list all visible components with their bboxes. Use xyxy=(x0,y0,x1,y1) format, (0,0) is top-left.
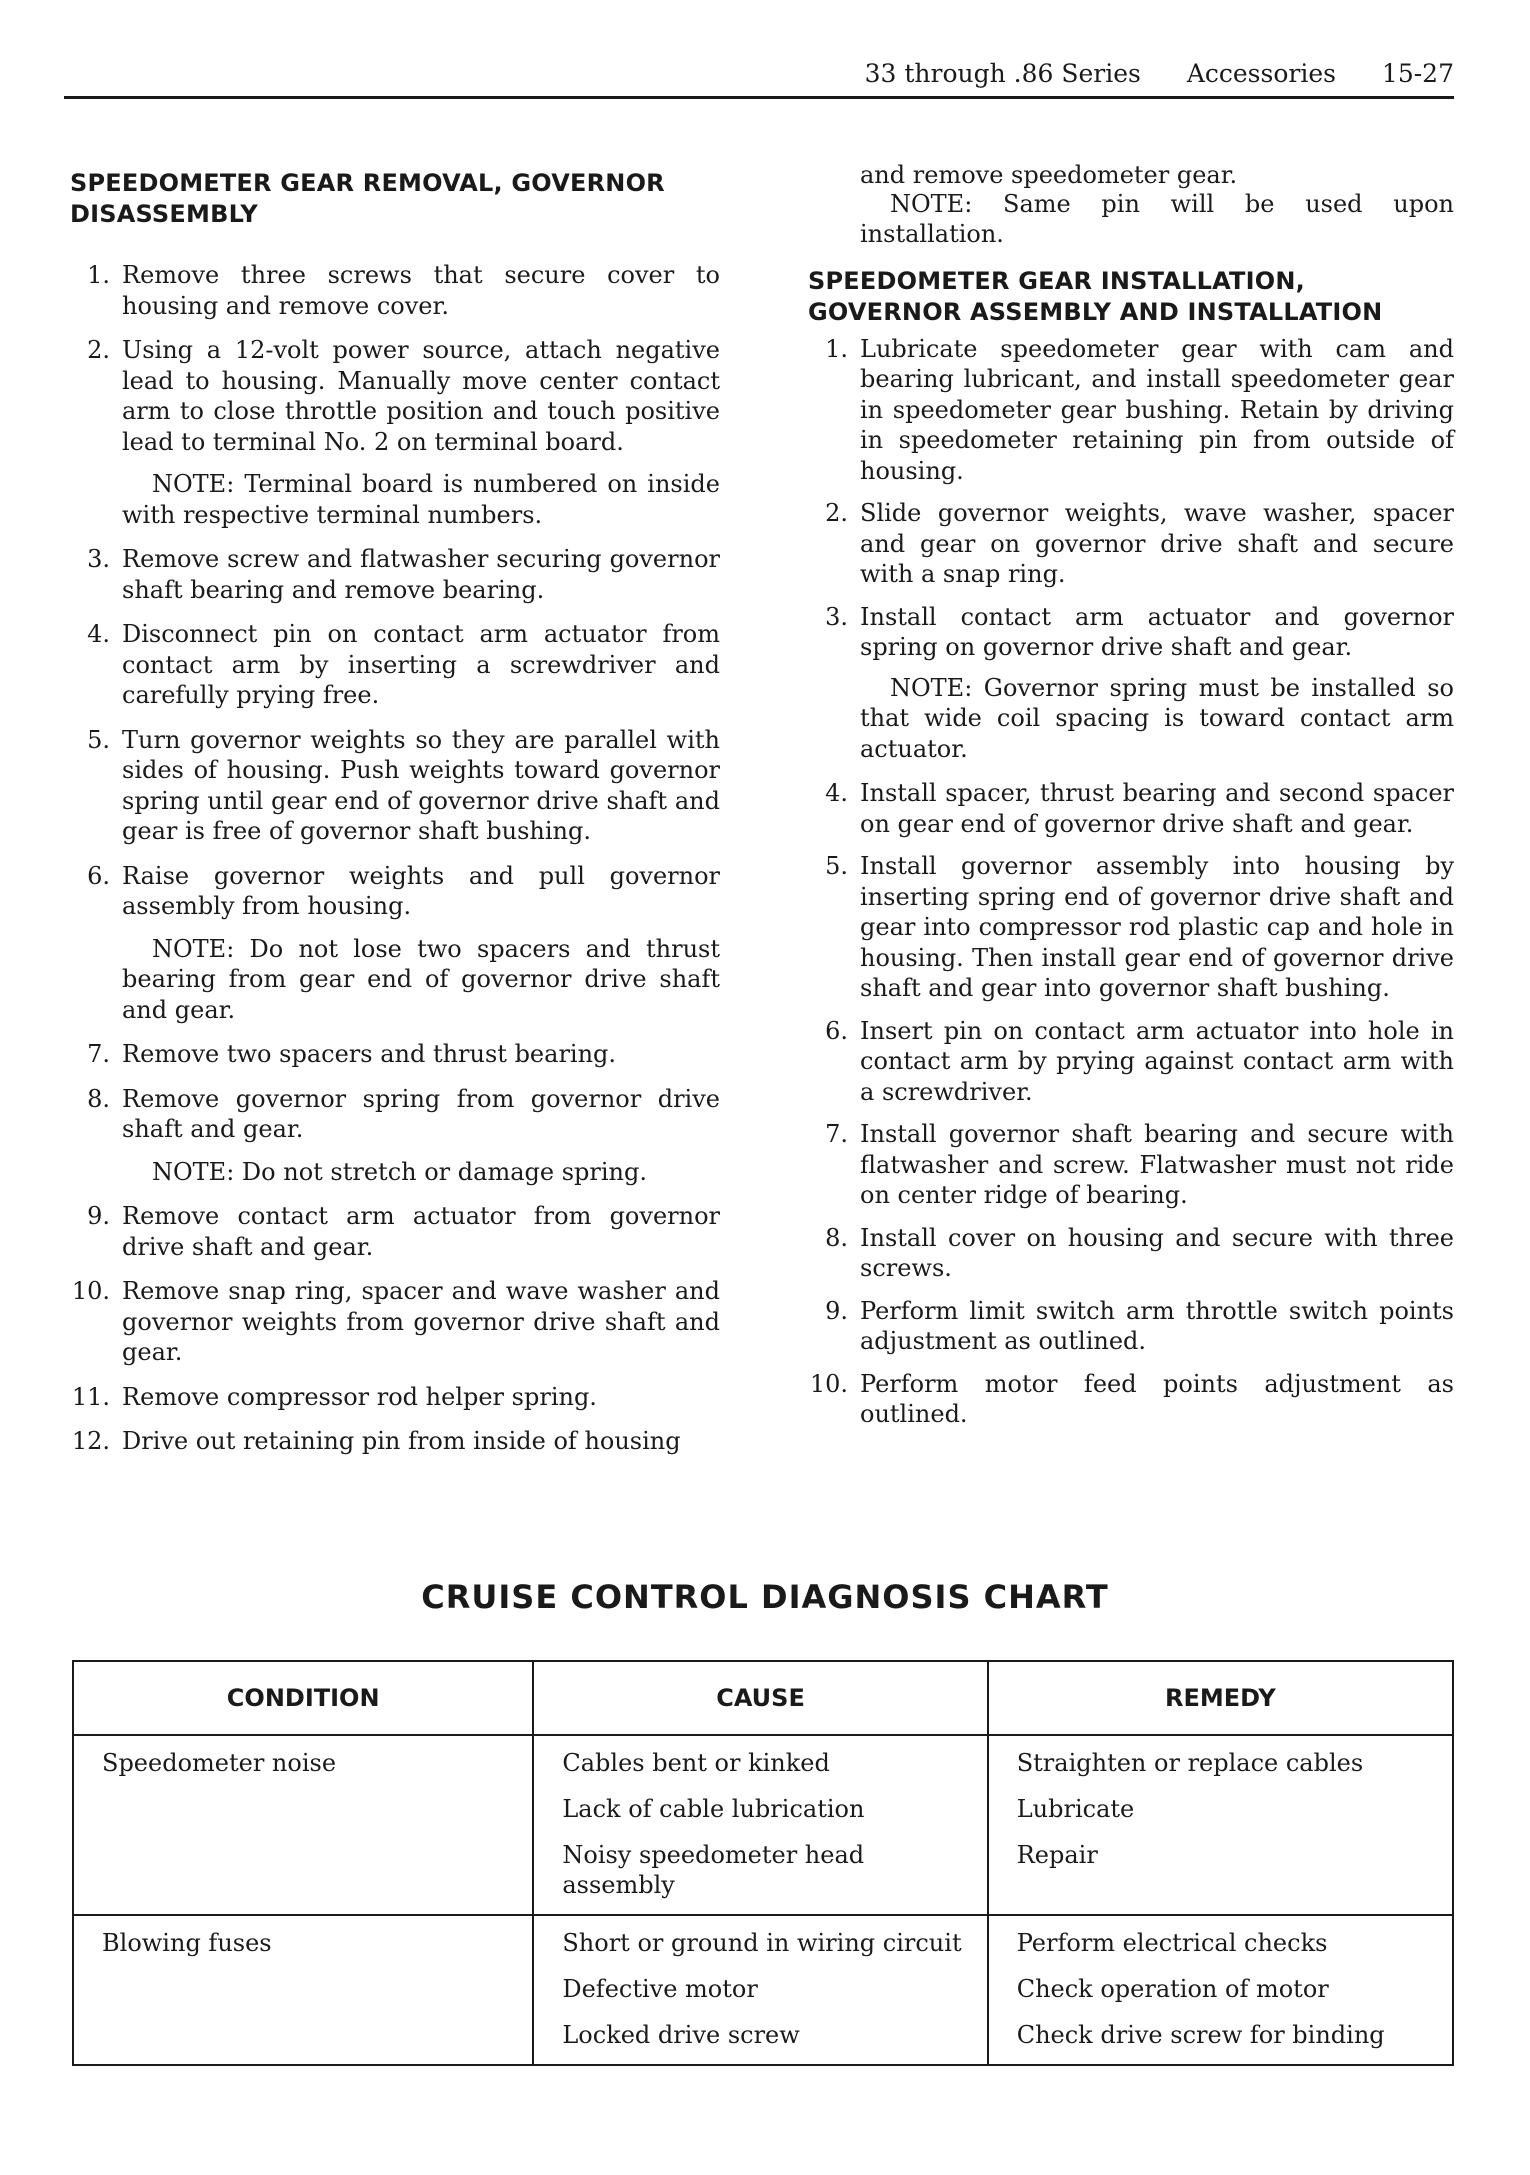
step-text: Remove contact arm actuator from governor drive shaft and gear. xyxy=(122,1202,720,1261)
step-number: 1. xyxy=(87,261,110,289)
step-item xyxy=(70,1201,720,1262)
step-item xyxy=(70,1426,720,1457)
step-text: Remove two spacers and thrust bearing. xyxy=(122,1040,617,1068)
cause-cell xyxy=(533,1735,987,1915)
step-number: 5. xyxy=(87,725,110,754)
remedy-text: Straighten or replace cables xyxy=(1016,1749,1364,1777)
step-item xyxy=(70,725,720,847)
step-text: Install governor assembly into housing by inserting spring end of governor drive shaft and gear into compressor rod plastic cap and hole in housing. Then install gear end of governor drive shaft and gear into governor shaft bushing. xyxy=(860,852,1454,1002)
step-item xyxy=(808,1223,1454,1284)
table-row xyxy=(73,1915,1453,2065)
remedy-text: Repair xyxy=(1016,1841,1098,1869)
step-text: Disconnect pin on contact arm actuator from contact arm by inserting a screwdriver and carefully prying free. xyxy=(122,620,720,709)
step-text: Perform motor feed points adjustment as outlined. xyxy=(860,1369,1454,1428)
step-item xyxy=(70,1382,720,1413)
remedy-cell xyxy=(988,1915,1453,2065)
step-number: 1. xyxy=(825,334,848,363)
cause-text: Cables bent or kinked xyxy=(562,1749,830,1777)
step-item xyxy=(808,1016,1454,1108)
step-number: 6. xyxy=(825,1016,848,1045)
step-number: 3. xyxy=(87,545,110,573)
step-note: NOTE: Terminal board is numbered on inside with respective terminal numbers. xyxy=(122,470,720,529)
step-note: NOTE: Governor spring must be installed so that wide coil spacing is toward contact arm actuator. xyxy=(860,673,1454,763)
step-number: 5. xyxy=(825,852,848,880)
step-number: 4. xyxy=(87,620,110,648)
remedy-text: Check drive screw for binding xyxy=(1016,2021,1385,2049)
installation-heading: SPEEDOMETER GEAR INSTALLATION, GOVERNOR ASSEMBLY AND INSTALLATION xyxy=(808,266,1383,326)
table-header-row xyxy=(73,1661,1453,1735)
step-item xyxy=(70,1039,720,1070)
step-number: 11. xyxy=(71,1382,110,1411)
step-text: Turn governor weights so they are parallel with sides of housing. Push weights toward governor spring until gear end of governor drive shaft and gear is free of governor shaft bushing. xyxy=(122,725,720,845)
step-text: Raise governor weights and pull governor assembly from housing. xyxy=(122,861,720,920)
step-text: Remove compressor rod helper spring. xyxy=(122,1382,597,1411)
remedy-text: Check operation of motor xyxy=(1016,1975,1329,2003)
condition-cell xyxy=(73,1915,533,2065)
step-text: Remove governor spring from governor drive shaft and gear. xyxy=(122,1084,720,1143)
step-number: 9. xyxy=(825,1296,848,1325)
table-row xyxy=(73,1735,1453,1915)
removal-heading: SPEEDOMETER GEAR REMOVAL, GOVERNOR DISASSEMBLY xyxy=(70,169,665,228)
step-text: Install contact arm actuator and governor spring on governor drive shaft and gear. xyxy=(860,602,1454,661)
remedy-cell xyxy=(988,1735,1453,1915)
removal-steps-cont xyxy=(70,544,720,922)
step-text: Insert pin on contact arm actuator into hole in contact arm by prying against contact arm with a screwdriver. xyxy=(860,1016,1454,1106)
step-text: Perform limit switch arm throttle switch points adjustment as outlined. xyxy=(860,1296,1454,1355)
step-text: Using a 12-volt power source, attach negative lead to housing. Manually move center contact arm to close throttle position and touch positive lead to terminal No. 2 on terminal board. xyxy=(122,336,720,456)
step-number: 7. xyxy=(87,1040,110,1068)
step-item xyxy=(808,602,1454,663)
step-item xyxy=(808,498,1454,590)
condition-text: Blowing fuses xyxy=(102,1929,272,1957)
removal-steps-cont xyxy=(70,1039,720,1145)
step-number: 12. xyxy=(71,1427,110,1455)
column-header-cause: CAUSE xyxy=(533,1661,987,1735)
step-number: 8. xyxy=(825,1223,848,1252)
step-text: Drive out retaining pin from inside of housing xyxy=(122,1427,681,1455)
cause-text: Defective motor xyxy=(562,1975,758,2003)
step-item xyxy=(70,861,720,922)
step-item xyxy=(70,335,720,457)
cause-text: Noisy speedometer head assembly xyxy=(562,1841,865,1899)
step-item xyxy=(808,1119,1454,1211)
step-text: Remove snap ring, spacer and wave washer and governor weights from governor drive shaft and gear. xyxy=(122,1277,720,1366)
column-header-remedy: REMEDY xyxy=(988,1661,1453,1735)
step-item xyxy=(808,1296,1454,1357)
step-text: Remove three screws that secure cover to housing and remove cover. xyxy=(122,261,720,320)
step-note: NOTE: Do not lose two spacers and thrust bearing from gear end of governor drive shaft and gear. xyxy=(122,934,720,1024)
installation-steps-cont xyxy=(808,778,1454,1430)
remedy-text: Perform electrical checks xyxy=(1016,1929,1328,1957)
step-number: 2. xyxy=(825,499,848,527)
step-item xyxy=(70,619,720,711)
right-column xyxy=(808,160,1454,1442)
step-text: Install cover on housing and secure with three screws. xyxy=(860,1223,1454,1282)
step-item xyxy=(808,334,1454,487)
column-header-condition: CONDITION xyxy=(73,1661,533,1735)
step-item xyxy=(70,544,720,605)
step-item xyxy=(70,260,720,321)
step-text: Remove screw and flatwasher securing governor shaft bearing and remove bearing. xyxy=(122,545,720,604)
removal-steps xyxy=(70,260,720,457)
header-page-number: 15-27 xyxy=(1381,59,1454,88)
step-text: Install governor shaft bearing and secure with flatwasher and screw. Flatwasher must not ride on center ridge of bearing. xyxy=(860,1120,1454,1209)
step-number: 2. xyxy=(87,336,110,364)
step-number: 10. xyxy=(71,1277,110,1305)
step-item xyxy=(808,778,1454,839)
step-note: NOTE: Do not stretch or damage spring. xyxy=(152,1157,647,1186)
step-number: 9. xyxy=(87,1202,110,1230)
removal-steps-cont xyxy=(70,1201,720,1457)
chart-title: CRUISE CONTROL DIAGNOSIS CHART xyxy=(421,1578,1109,1616)
continuation-text: and remove speedometer gear. xyxy=(860,161,1238,189)
cause-cell xyxy=(533,1915,987,2065)
continuation-note: NOTE: Same pin will be used upon installation. xyxy=(860,189,1454,248)
step-number: 8. xyxy=(87,1084,110,1113)
step-text: Lubricate speedometer gear with cam and bearing lubricant, and install speedometer gear in speedometer gear bushing. Retain by driving in speedometer retaining pin from outside of housing. xyxy=(860,334,1454,485)
cause-text: Locked drive screw xyxy=(562,2021,800,2049)
remedy-text: Lubricate xyxy=(1016,1795,1135,1823)
step-item xyxy=(70,1276,720,1368)
installation-steps xyxy=(808,334,1454,663)
header-series: 33 through .86 Series xyxy=(864,59,1141,88)
step-number: 10. xyxy=(809,1369,848,1398)
step-number: 7. xyxy=(825,1120,848,1148)
step-item xyxy=(808,851,1454,1004)
step-item xyxy=(808,1369,1454,1430)
condition-text: Speedometer noise xyxy=(102,1749,337,1777)
cause-text: Lack of cable lubrication xyxy=(562,1795,865,1823)
page-header xyxy=(64,52,1454,99)
header-section: Accessories xyxy=(1186,59,1336,88)
step-number: 4. xyxy=(825,779,848,807)
left-column xyxy=(70,168,720,1471)
step-item xyxy=(70,1084,720,1145)
condition-cell xyxy=(73,1735,533,1915)
step-number: 6. xyxy=(87,861,110,890)
step-number: 3. xyxy=(825,602,848,631)
step-text: Install spacer, thrust bearing and second spacer on gear end of governor drive shaft and gear. xyxy=(860,779,1454,838)
step-text: Slide governor weights, wave washer, spacer and gear on governor drive shaft and secure with a snap ring. xyxy=(860,499,1454,588)
diagnosis-table xyxy=(72,1660,1454,2066)
cause-text: Short or ground in wiring circuit xyxy=(562,1929,962,1957)
